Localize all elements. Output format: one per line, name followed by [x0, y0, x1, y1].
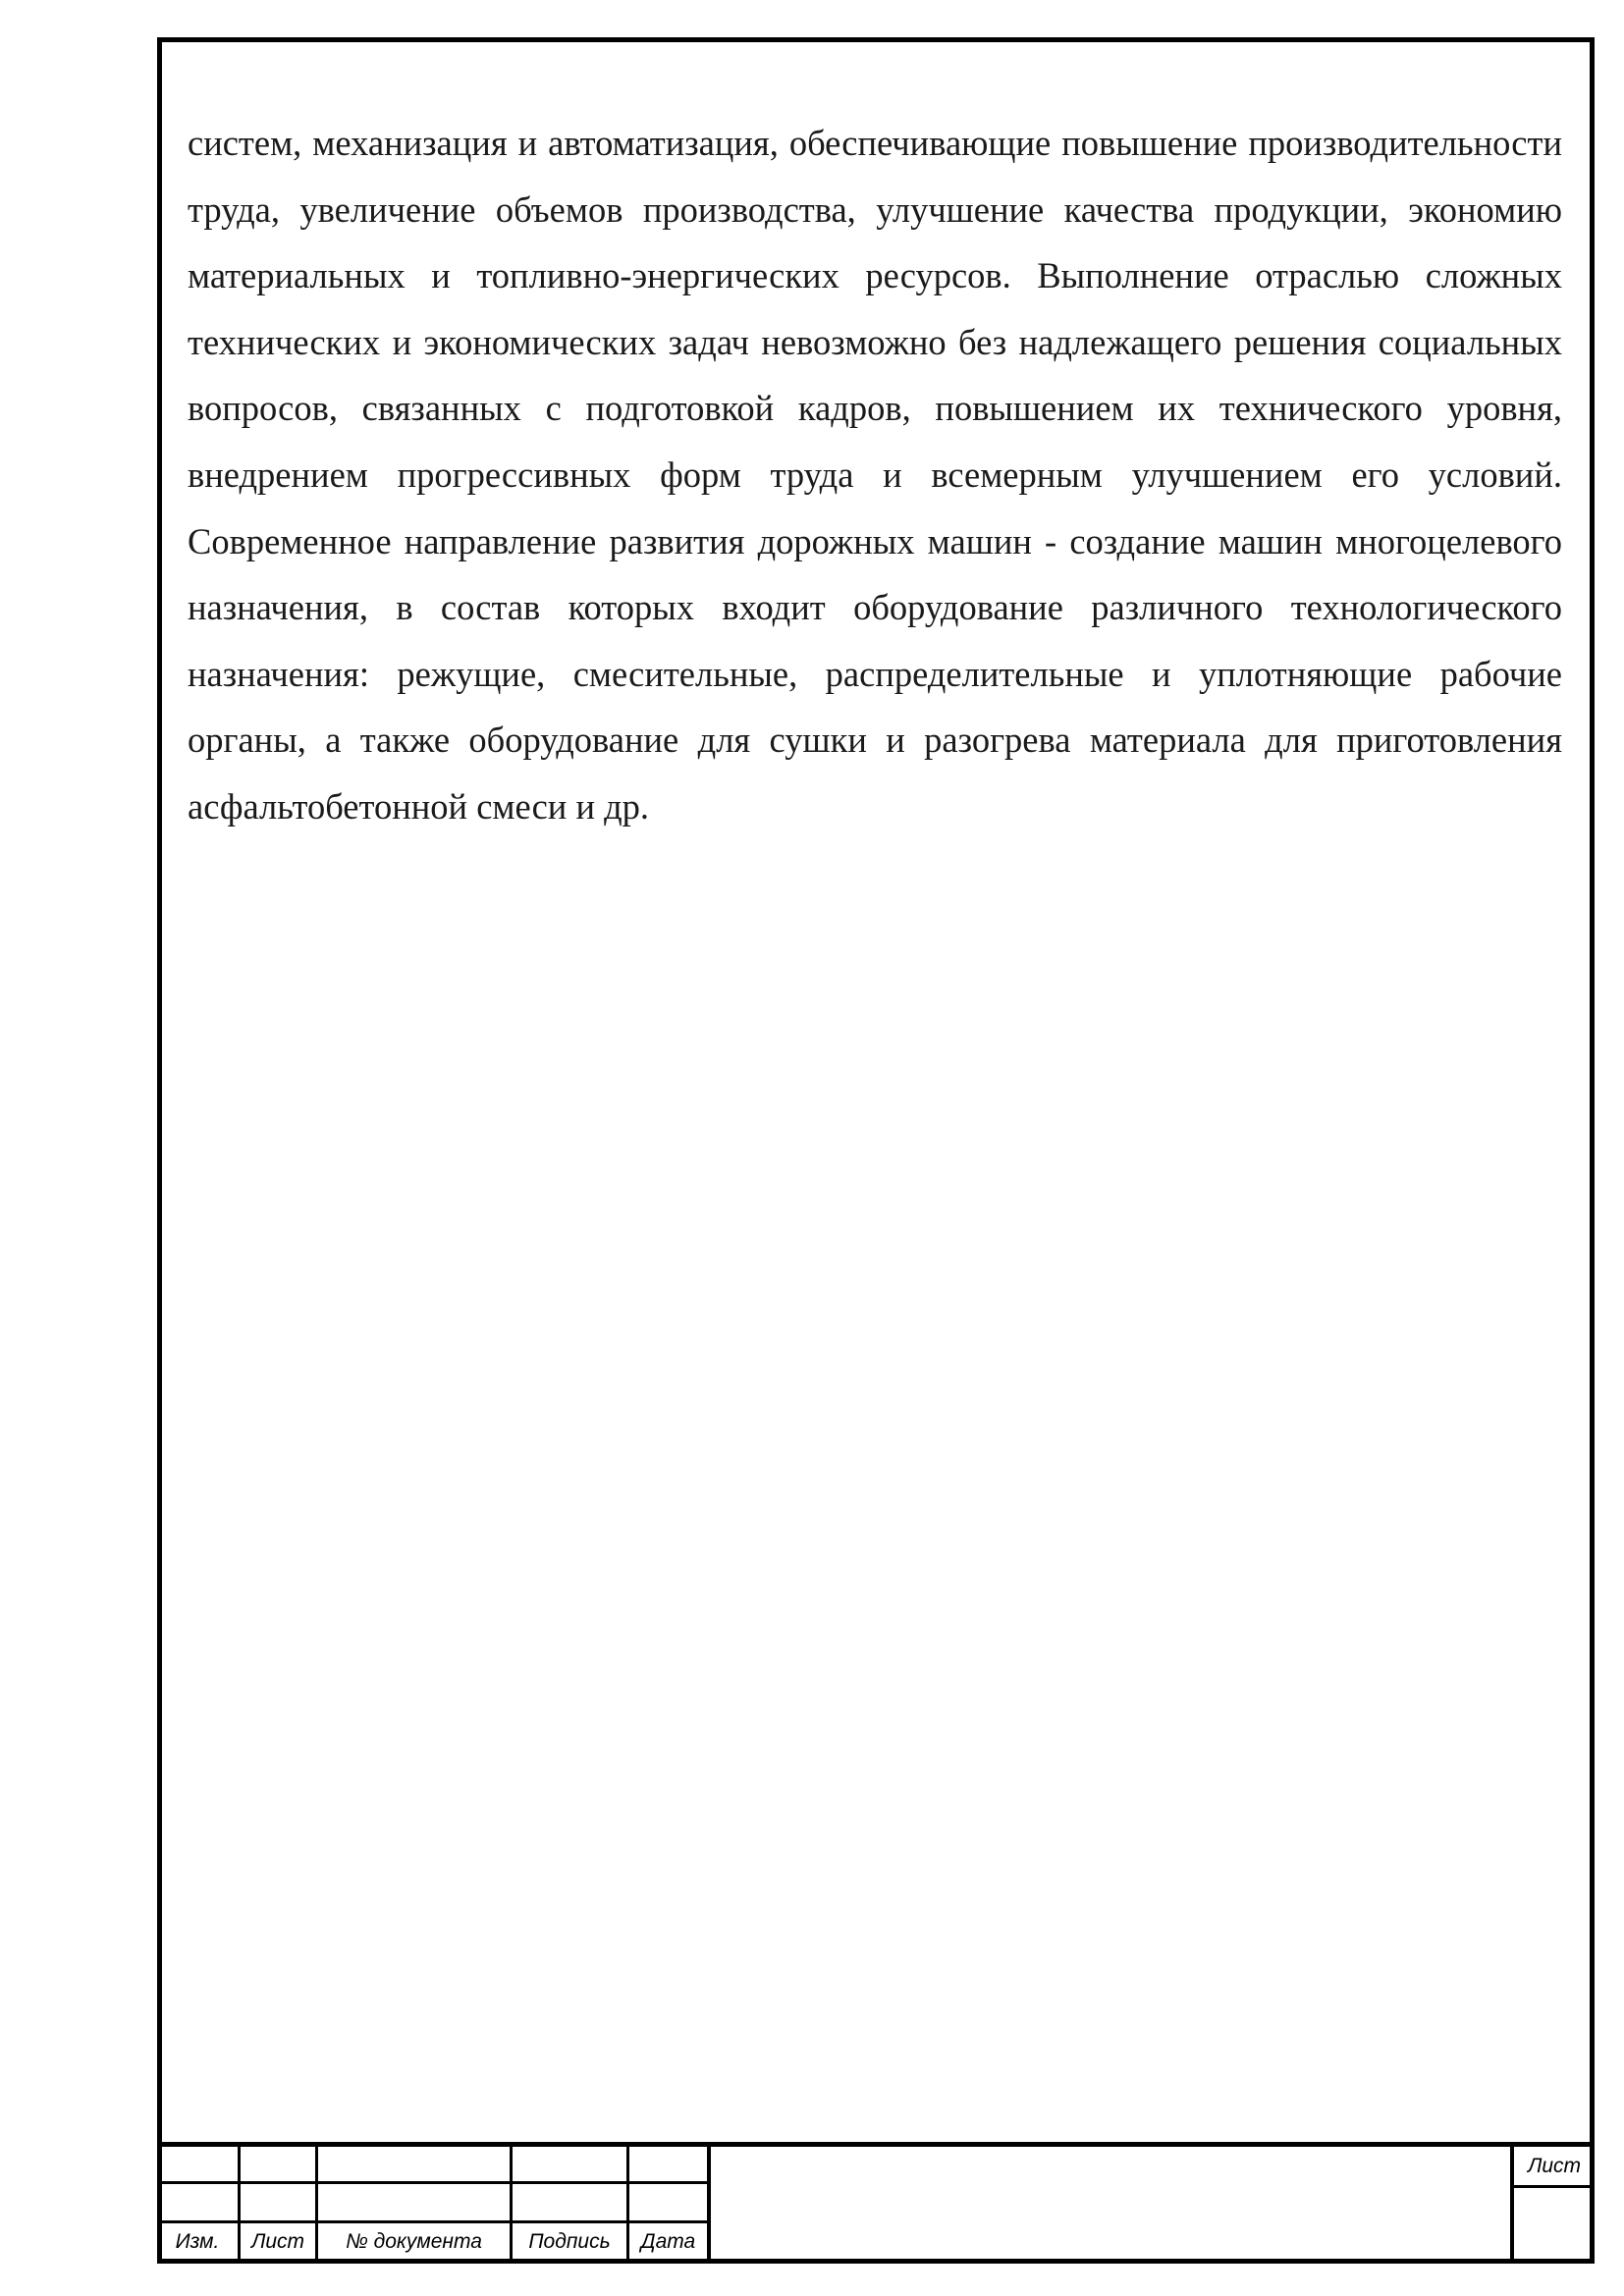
title-block-top-border [157, 2142, 1595, 2147]
body-paragraph: систем, механизация и автоматизация, обеспечивающие повышение производительности труда, увеличение объемов производства, улучшение качества продукции, экономию материальных и топливно-энергических ресурсов. Выполнение отраслью сложных технических и экономических задач невозможно без надлежащего решения социальных вопросов, связанных с подготовкой кадров, повышением их технического уровня, внедрением прогрессивных форм труда и всемерным улучшением его условий. Современное направление развития дорожных машин - создание машин многоцелевого назначения, в состав которых входит оборудование различного технологического назначения: режущие, смесительные, распределительные и уплотняющие рабочие органы, а также оборудование для сушки и разогрева материала для приготовления асфальтобетонной смеси и др. [188, 123, 1562, 827]
col-label-date: Дата [640, 2230, 696, 2253]
title-block-col-line [707, 2142, 711, 2264]
sheet-label: Лист [1527, 2155, 1582, 2177]
col-label-list: Лист [250, 2230, 305, 2253]
col-label-izm: Изм. [175, 2230, 220, 2253]
sheet-box-row-line [1512, 2185, 1595, 2188]
col-label-signature: Подпись [528, 2230, 611, 2253]
col-label-doc-number: № документа [346, 2230, 482, 2253]
title-block [157, 2142, 1595, 2264]
